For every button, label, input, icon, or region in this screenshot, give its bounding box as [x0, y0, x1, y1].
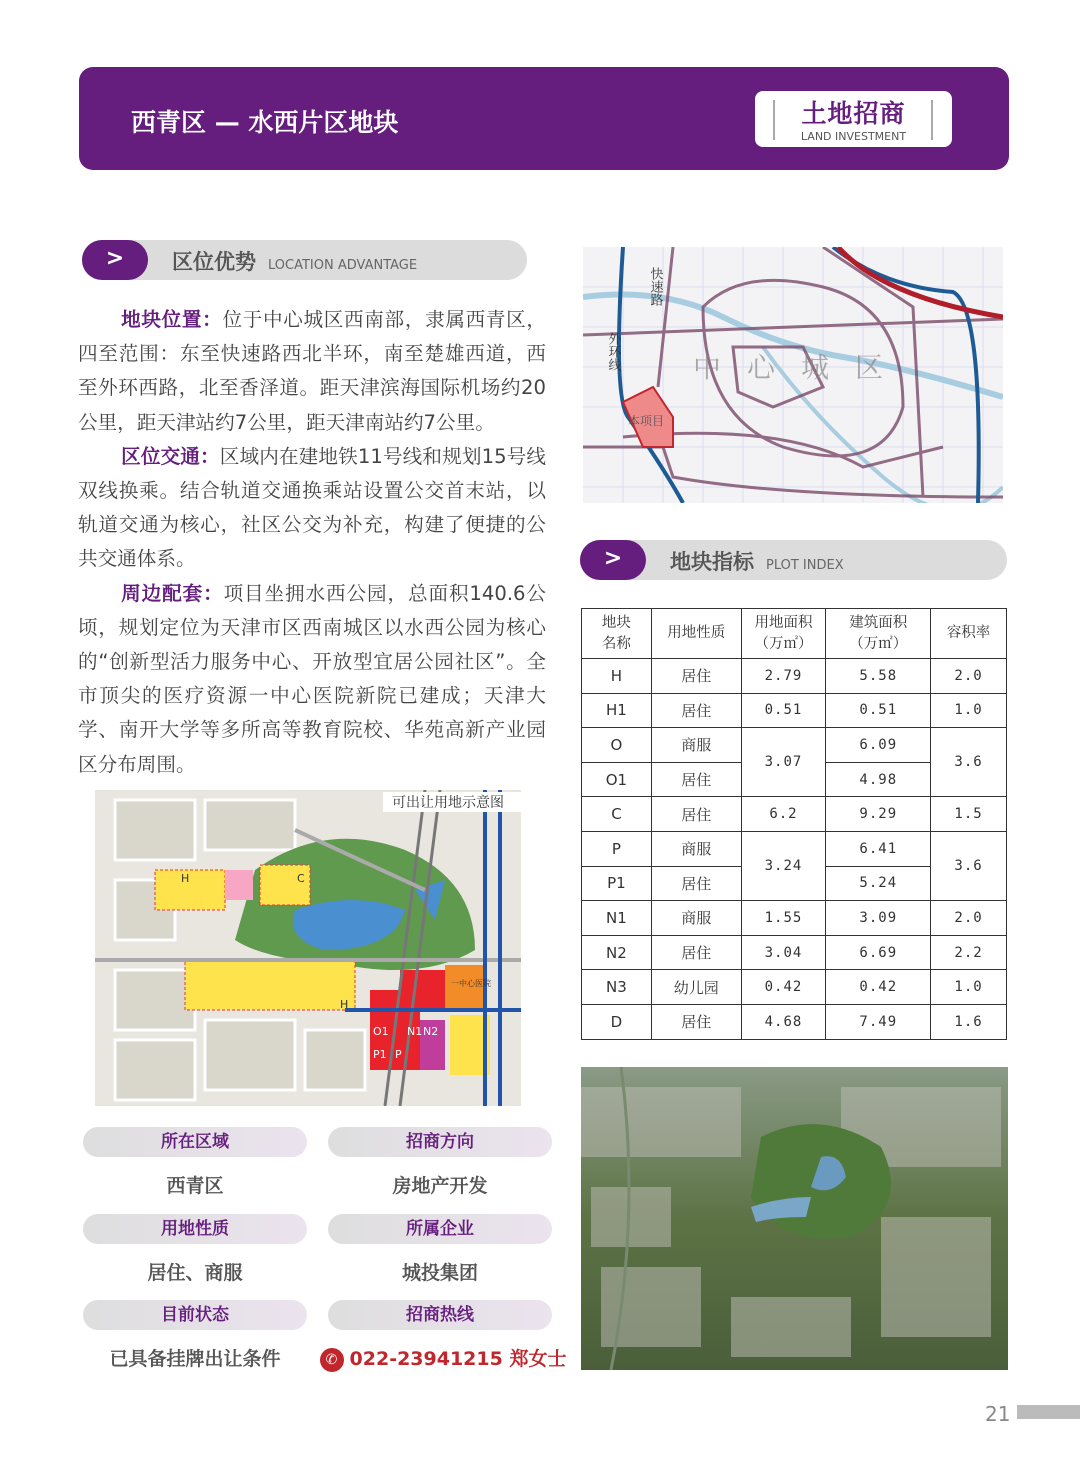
table-cell: 商服	[651, 831, 741, 866]
paragraph-amenities	[78, 577, 546, 782]
table-cell: 居住	[651, 762, 741, 797]
table-row	[582, 970, 1007, 1005]
table-row	[582, 659, 1007, 694]
table-row	[582, 831, 1007, 866]
header-banner	[79, 67, 1009, 170]
table-cell: 3.6	[931, 831, 1007, 900]
table-cell: 1.5	[931, 797, 1007, 832]
info-label: 招商热线	[328, 1300, 552, 1330]
section-title-en: LOCATION ADVANTAGE	[268, 258, 418, 273]
table-row	[582, 693, 1007, 728]
table-cell: 6.41	[826, 831, 931, 866]
info-label: 所属企业	[328, 1214, 552, 1244]
table-cell: 1.55	[741, 901, 826, 936]
table-cell: 0.42	[741, 970, 826, 1005]
paragraph-traffic	[78, 440, 546, 577]
paragraph-text: 位于中心城区西南部，隶属西青区，四至范围：东至快速路西北半环，南至楚雄西道，西至外环西路，北至香泽道。距天津滨海国际机场约20公里，距天津站约7公里，距天津南站约7公里。	[78, 308, 547, 434]
page-number: 21	[985, 1402, 1011, 1426]
location-section-header	[82, 240, 527, 280]
info-value: 城投集团	[401, 1262, 478, 1284]
page-bar	[1017, 1405, 1080, 1419]
table-cell: H	[582, 659, 652, 694]
col-header-text: 地块名称	[601, 614, 631, 652]
section-title-en: PLOT INDEX	[766, 558, 844, 573]
info-value: 西青区	[166, 1175, 224, 1197]
table-cell: 商服	[651, 728, 741, 763]
table-cell: 3.6	[931, 728, 1007, 797]
col-header: 建筑面积 （万㎡）	[826, 609, 931, 659]
table-row	[582, 797, 1007, 832]
table-cell: 0.42	[826, 970, 931, 1005]
site-map	[95, 790, 521, 1106]
plot-label: C	[297, 872, 305, 885]
table-cell: 居住	[651, 797, 741, 832]
plot-label: P1	[373, 1048, 387, 1061]
info-label: 招商方向	[328, 1127, 552, 1157]
plot-label: N1	[407, 1025, 423, 1038]
table-cell: 0.51	[741, 693, 826, 728]
col-header: 容积率	[931, 609, 1007, 659]
table-cell: 5.58	[826, 659, 931, 694]
table-row	[582, 901, 1007, 936]
chevron-right-icon: >	[580, 540, 646, 580]
table-cell: 1.0	[931, 970, 1007, 1005]
chevron-right-icon: >	[82, 240, 148, 280]
plot-section-header	[580, 540, 1007, 580]
table-cell: 居住	[651, 1004, 741, 1039]
table-cell: 7.49	[826, 1004, 931, 1039]
page-title: 西青区 — 水西片区地块	[131, 108, 399, 137]
table-cell: 3.24	[741, 831, 826, 900]
paragraph-label: 区位交通：	[121, 444, 220, 468]
table-cell: 2.0	[931, 901, 1007, 936]
col-header: 用地面积 （万㎡）	[741, 609, 826, 659]
info-value: 房地产开发	[392, 1175, 488, 1197]
table-cell: 2.2	[931, 935, 1007, 970]
table-cell: P	[582, 831, 652, 866]
badge-subtitle: LAND INVESTMENT	[800, 130, 907, 143]
table-cell: D	[582, 1004, 652, 1039]
table-row	[582, 1004, 1007, 1039]
table-cell: 4.68	[741, 1004, 826, 1039]
section-title: 地块指标	[670, 550, 754, 574]
location-map	[583, 247, 1003, 503]
table-cell: 居住	[651, 935, 741, 970]
plot-label: O1	[373, 1025, 389, 1038]
phone-icon: ✆	[320, 1348, 344, 1372]
land-investment-badge	[755, 91, 952, 147]
table-cell: 5.24	[826, 866, 931, 901]
table-row	[582, 728, 1007, 763]
table-cell: N2	[582, 935, 652, 970]
table-cell: 1.6	[931, 1004, 1007, 1039]
table-cell: C	[582, 797, 652, 832]
map-label-project: 本项目	[628, 414, 665, 428]
table-cell: 居住	[651, 659, 741, 694]
table-cell: 3.04	[741, 935, 826, 970]
table-cell: O	[582, 728, 652, 763]
paragraph-location	[78, 303, 546, 440]
paragraph-label: 地块位置：	[121, 308, 223, 331]
plot-label: H	[340, 998, 349, 1011]
table-cell: 4.98	[826, 762, 931, 797]
table-cell: 6.2	[741, 797, 826, 832]
plot-label: N2	[423, 1025, 439, 1038]
table-cell: O1	[582, 762, 652, 797]
site-map-caption: 可出让用地示意图	[392, 795, 504, 811]
table-cell: H1	[582, 693, 652, 728]
plot-label: H	[181, 872, 190, 885]
info-value: 居住、商服	[147, 1262, 243, 1284]
map-label-center: 中心城区	[693, 351, 910, 384]
table-cell: 3.07	[741, 728, 826, 797]
table-cell: 商服	[651, 901, 741, 936]
info-value: 已具备挂牌出让条件	[109, 1348, 281, 1370]
table-cell: P1	[582, 866, 652, 901]
location-description	[78, 303, 546, 782]
table-cell: 3.09	[826, 901, 931, 936]
section-title: 区位优势	[172, 250, 256, 274]
table-cell: 1.0	[931, 693, 1007, 728]
table-cell: N3	[582, 970, 652, 1005]
plot-label: P	[395, 1048, 402, 1061]
map-label-road: 快速路	[647, 267, 663, 306]
paragraph-text: 项目坐拥水西公园，总面积140.6公顷，规划定位为天津市区西南城区以水西公园为核心的“创新型活力服务中心、开放型宜居公园社区”。全市顶尖的医疗资源一中心医院新院已建成；天津大学、南开大学等多所高等教育院校、华苑高新产业园区分布周围。	[78, 581, 547, 776]
paragraph-label: 周边配套：	[121, 581, 224, 605]
badge-title: 土地招商	[801, 99, 906, 128]
table-header-row	[582, 609, 1007, 659]
hotline-value: 022-23941215 郑女士	[349, 1348, 567, 1370]
plot-index-table	[581, 608, 1007, 1040]
table-cell: 0.51	[826, 693, 931, 728]
hotline	[318, 1344, 568, 1372]
table-row	[582, 935, 1007, 970]
table-cell: 幼儿园	[651, 970, 741, 1005]
map-label-ring: 外环线	[605, 332, 621, 371]
table-cell: 居住	[651, 693, 741, 728]
table-cell: N1	[582, 901, 652, 936]
col-header: 用地性质	[651, 609, 741, 659]
table-cell: 2.0	[931, 659, 1007, 694]
info-label: 目前状态	[83, 1300, 307, 1330]
info-label: 所在区域	[83, 1127, 307, 1157]
table-cell: 6.69	[826, 935, 931, 970]
table-cell: 6.09	[826, 728, 931, 763]
info-label: 用地性质	[83, 1214, 307, 1244]
table-cell: 居住	[651, 866, 741, 901]
aerial-rendering	[581, 1067, 1008, 1370]
table-cell: 9.29	[826, 797, 931, 832]
col-header	[582, 609, 652, 659]
table-cell: 2.79	[741, 659, 826, 694]
hospital-label: 一中心医院	[451, 979, 491, 988]
paragraph-text: 区域内在建地铁11号线和规划15号线双线换乘。结合轨道交通换乘站设置公交首末站，以轨道交通为核心，社区公交为补充，构建了便捷的公共交通体系。	[78, 444, 546, 571]
